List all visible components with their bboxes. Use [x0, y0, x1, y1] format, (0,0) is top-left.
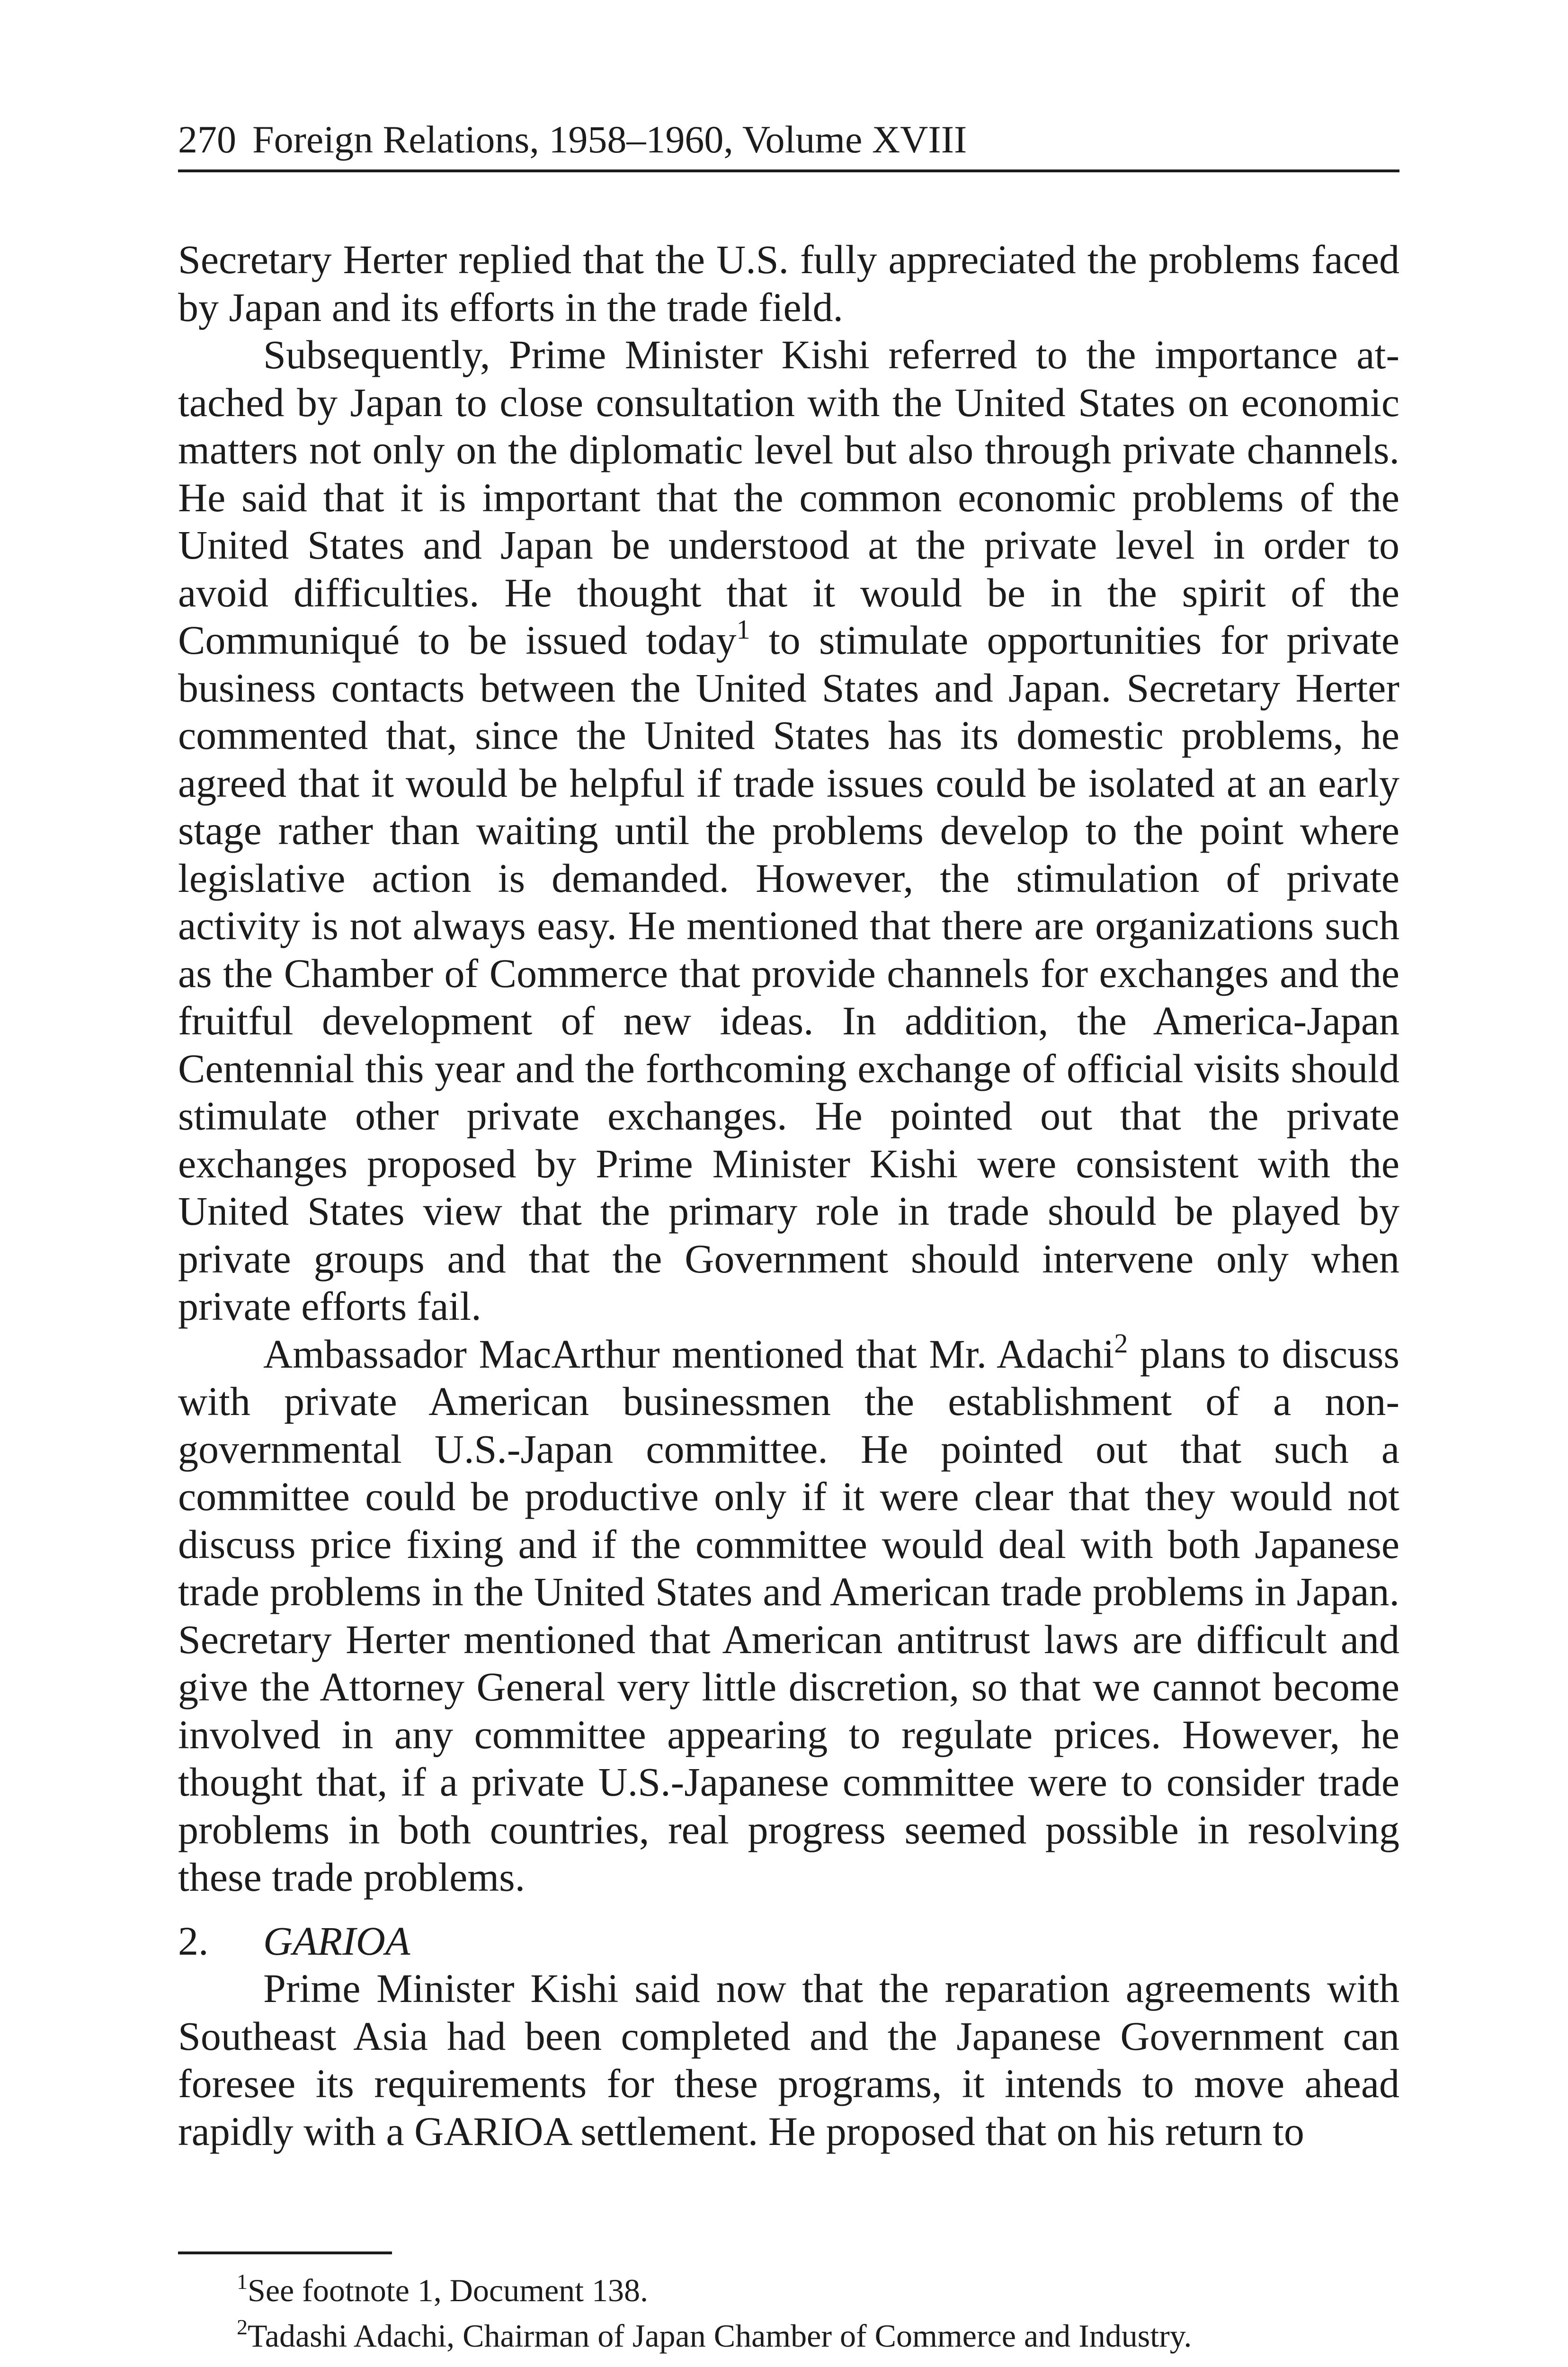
- footnote-ref-2: 2: [1114, 1327, 1128, 1359]
- footnote-2-text: Tadashi Adachi, Chairman of Japan Chamber of Commerce and Industry.: [248, 2318, 1192, 2354]
- footnote-rule: [178, 2251, 392, 2254]
- section-number: 2.: [178, 1918, 209, 1964]
- footnote-1: [237, 2268, 1399, 2313]
- section-title: GARIOA: [263, 1918, 410, 1964]
- paragraph-3-text-b: plans to discuss with private American businessmen the establishment of a nongovernmental U.S.-Japan committee. He pointed out that such a committee could be productive only if it were clear that they would not discuss price fixing and if the committee would deal with both Japanese trade problems in the United States and American trade problems in Japan. Secretary Herter mentioned that American antitrust laws are difficult and give the Attorney General very little discretion, so that we cannot become involved in any committee appearing to regulate prices. However, he thought that, if a private U.S.-Japanese committee were to consider trade problems in both countries, real progress seemed possible in resolving these trade problems.: [178, 1331, 1399, 1900]
- paragraph-3: [178, 1327, 1399, 1901]
- body-text: [178, 236, 1399, 2155]
- paragraph-3-text-a: Ambassador MacArthur mentioned that Mr. Adachi: [263, 1331, 1114, 1377]
- running-head-title: Foreign Relations, 1958–1960, Volume XVIII: [252, 118, 967, 161]
- footnote-2: [237, 2313, 1399, 2358]
- footnote-1-marker: 1: [237, 2269, 248, 2294]
- footnote-1-text: See footnote 1, Document 138.: [248, 2272, 649, 2308]
- paragraph-2-text-a: Subsequently, Prime Minister Kishi referred to the importance attached by Japan to close consultation with the United States on economic matters not only on the diplomatic level but also through private channels. He said that it is important that the common economic problems of the United States and Japan be understood at the private level in order to avoid difficulties. He thought that it would be in the spirit of the Communiqué to be issued today: [178, 332, 1399, 663]
- section-heading-garioa: [178, 1917, 1399, 1965]
- running-head: [178, 114, 1399, 166]
- footnote-2-marker: 2: [237, 2315, 248, 2339]
- paragraph-2-text-b: to stimulate opportunities for private business contacts between the United States and Japan. Secretary Herter commented that, since the United States has its domestic problems, he agreed that it would be helpful if trade issues could be isolated at an early stage rather than waiting until the problems develop to the point where legislative action is demanded. However, the stimulation of private activity is not always easy. He mentioned that there are organizations such as the Chamber of Commerce that provide channels for exchanges and the fruitful development of new ideas. In addition, the America-Japan Centennial this year and the forthcoming exchange of official visits should stimulate other private exchanges. He pointed out that the private exchanges proposed by Prime Minister Kishi were consistent with the United States view that the primary role in trade should be played by private groups and that the Government should intervene only when private efforts fail.: [178, 617, 1399, 1329]
- footnote-ref-1: 1: [736, 614, 750, 645]
- footnotes: [237, 2268, 1399, 2358]
- header-rule: [178, 169, 1399, 172]
- paragraph-1: Secretary Herter replied that the U.S. fully appreciated the problems faced by Japan and its efforts in the trade field.: [178, 237, 1399, 330]
- page-number: 270: [178, 118, 236, 161]
- paragraph-4: Prime Minister Kishi said now that the reparation agreements with Southeast Asia had been completed and the Japanese Government can foresee its requirements for these programs, it intends to move ahead rapidly with a GARIOA settlement. He proposed that on his return to: [178, 1966, 1399, 2154]
- paragraph-2: [178, 331, 1399, 1330]
